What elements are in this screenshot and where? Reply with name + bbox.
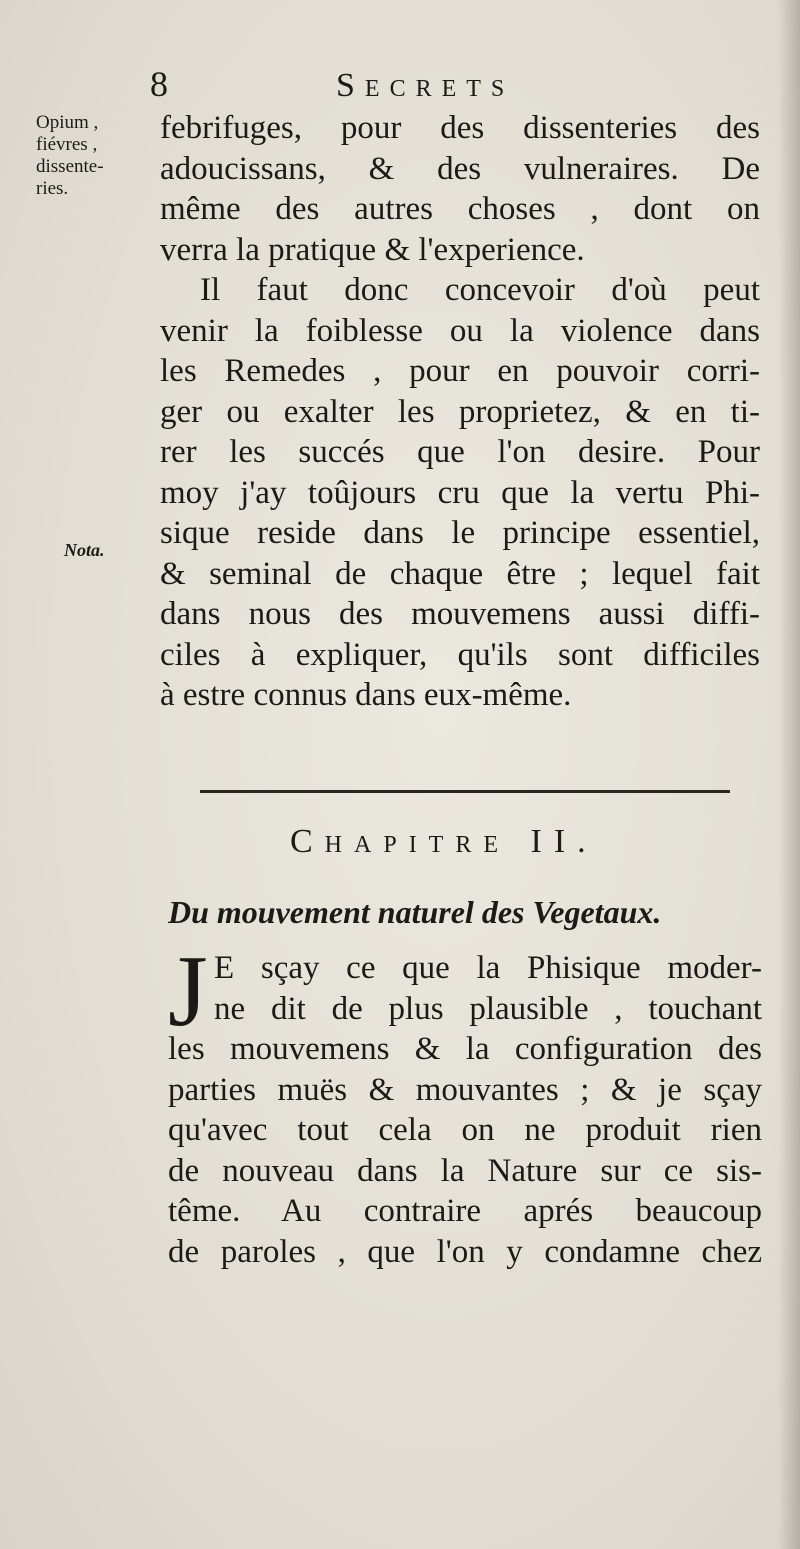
chapter-title: Chapitre II. (290, 823, 598, 860)
drop-cap: J (168, 935, 208, 1048)
text-line: à estre connus dans eux-même. (160, 677, 572, 713)
margin-note-line: dissente- (36, 156, 104, 177)
text-line: sique reside dans le principe essentiel, (160, 515, 760, 551)
margin-notes (36, 112, 148, 200)
text-line: les Remedes , pour en pouvoir corri- (160, 353, 760, 389)
text-line: dans nous des mouvemens aussi diffi- (160, 596, 760, 632)
text-line: venir la foiblesse ou la violence dans (160, 312, 760, 349)
text-line: moy j'ay toûjours cru que la vertu Phi- (160, 474, 760, 511)
text-line: ciles à expliquer, qu'ils sont difficiles (160, 636, 760, 673)
text-line: parties muës & mouvantes ; & je sçay (168, 1071, 762, 1108)
text-line: febrifuges, pour des dissenteries des (160, 110, 760, 146)
text-line: verra la pratique & l'experience. (160, 231, 585, 268)
text-line: tême. Au contraire aprés beaucoup (168, 1193, 762, 1229)
text-line: Il faut donc concevoir d'où peut (200, 272, 760, 308)
margin-note-nota: Nota. (64, 540, 105, 560)
text-line: même des autres choses , dont on (160, 191, 760, 227)
text-line: qu'avec tout cela on ne produit rien (168, 1112, 762, 1148)
text-line: de paroles , que l'on y condamne chez (168, 1233, 762, 1270)
text-line: ger ou exalter les proprietez, & en ti- (160, 393, 760, 430)
margin-note-line: Opium , (36, 112, 99, 133)
running-title: Secrets (336, 67, 515, 104)
margin-note-line: fiévres , (36, 134, 98, 155)
paragraph-1 (160, 108, 760, 716)
page-number: 8 (150, 64, 168, 104)
page-edge-shadow (778, 0, 800, 1549)
text-line: les mouvemens & la configuration des (168, 1031, 762, 1067)
page-header (0, 62, 800, 112)
text-line: & seminal de chaque être ; lequel fait (160, 555, 760, 592)
paragraph-2 (168, 948, 762, 1272)
section-title: Du mouvement naturel des Vegetaux. (168, 894, 662, 930)
text-line: E sçay ce que la Phisique moder- (214, 950, 762, 986)
text-line: adoucissans, & des vulneraires. De (160, 150, 760, 187)
section-divider (200, 790, 730, 793)
text-line: rer les succés que l'on desire. Pour (160, 434, 760, 470)
margin-note-line: ries. (36, 178, 69, 199)
text-line: ne dit de plus plausible , touchant (214, 990, 762, 1027)
text-line: de nouveau dans la Nature sur ce sis- (168, 1152, 762, 1189)
